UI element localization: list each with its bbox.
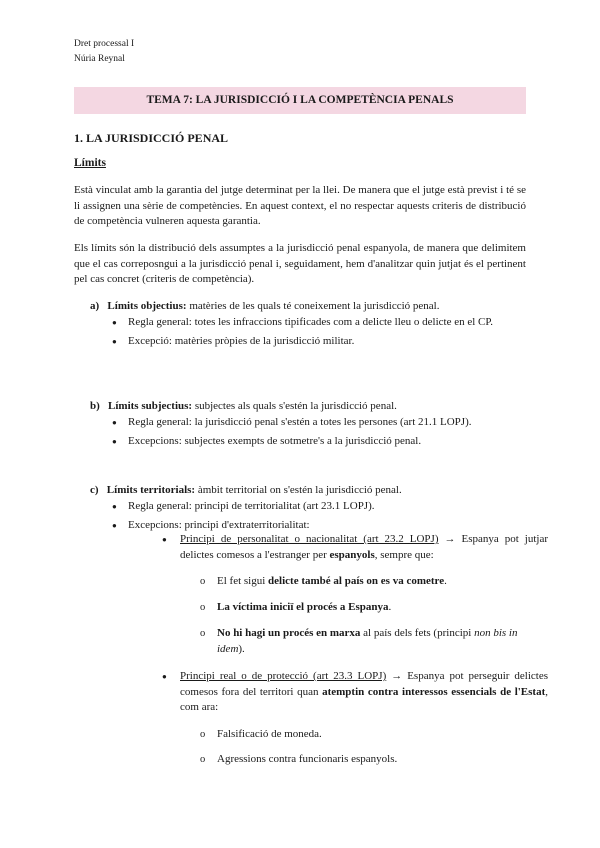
example-text: Agressions contra funcionaris espanyols. [217,753,398,765]
limit-subjectius [90,399,397,414]
circle-bullet-icon: o [200,754,206,765]
condition-end: . [444,575,447,587]
limit-subjectius-list [110,415,528,453]
condition-bold: No hi hagi un procés en marxa [217,627,361,639]
bullet-icon: ● [162,535,167,544]
limit-label: Límits territorials: [106,484,196,496]
circle-bullet-icon: o [200,576,206,587]
arrow-icon: → [391,670,403,682]
list-item: ● Excepció: matèries pròpies de la jurisdicció militar. [110,334,528,349]
limit-marker: c) [90,484,99,496]
principi-personalitat [160,532,548,563]
limit-marker: b) [90,400,100,412]
condition-end: ). [238,642,245,655]
list-item: ● Excepcions: subjectes exempts de sotmetre's a la jurisdicció penal. [110,434,528,449]
document-title: TEMA 7: LA JURISDICCIÓ I LA COMPETÈNCIA PENALS [74,87,526,114]
limit-territorials [90,483,402,498]
example-text: Falsificació de moneda. [217,728,322,740]
principi-personalitat-title: Principi de personalitat o nacionalitat (art 23.2 LOPJ) [180,533,439,545]
limit-objectius-list [110,315,528,353]
limit-marker: a) [90,300,100,312]
condition-text: al país dels fets (principi [360,627,475,639]
circle-bullet-icon: o [200,602,206,613]
circle-bullet-icon: o [200,628,206,639]
principi-personalitat-bold: espanyols [329,548,375,561]
bullet-icon: ● [162,672,167,681]
condition-end: . [388,601,392,613]
example-item [200,752,545,768]
paragraph-1: Està vinculat amb la garantia del jutge determinat per la llei. De manera que el jutge està previst i té se li assignen una sèrie de competències. En aquest context, el no respectar aquests criteris de distribució de competència vulneren aquesta garantia. [74,184,526,227]
page-header [74,37,134,67]
principi-real-tail: , com ara: [180,685,548,713]
header-subject: Dret processal I [74,39,135,49]
condition-text: El fet sigui [217,575,269,587]
principi-real [160,669,548,716]
limit-text: àmbit territorial on s'estén la jurisdicció penal. [197,484,402,496]
list-item: ● Regla general: totes les infraccions tipificades com a delicte lleu o delicte en el CP. [110,315,528,330]
subsection-heading: Límits [74,157,106,169]
arrow-icon: → [444,533,456,545]
limit-objectius [90,299,439,314]
condition-item [200,574,545,590]
list-item: ● Regla general: principi de territorialitat (art 23.1 LOPJ). [110,499,528,514]
header-author: Núria Reynal [74,54,125,64]
list-item: ● Excepcions: principi d'extraterritorialitat: [110,518,528,533]
condition-bold: La víctima iniciï el procés a Espanya [217,601,389,613]
section-heading: 1. LA JURISDICCIÓ PENAL [74,131,229,145]
condition-item [200,626,545,657]
limit-text: subjectes als quals s'estén la jurisdicció penal. [194,400,397,412]
limit-label: Límits objectius: [107,300,187,312]
condition-italic: non bis in idem [217,627,518,655]
limit-text: matèries de les quals té coneixement la jurisdicció penal. [189,300,440,312]
paragraph-2: Els límits són la distribució dels assumptes a la jurisdicció penal espanyola, de manera que delimitem que el cas correposngui a la jurisdicció penal i, seguidament, hem d'analitzar quin jutjat és el pertinent pel cas concret (criteris de competència). [74,242,526,285]
circle-bullet-icon: o [200,729,206,740]
condition-bold: delicte també al país on es va cometre [268,575,445,587]
principi-real-text: Espanya pot perseguir delictes comesos fora del territori quan [180,670,548,698]
example-item [200,727,545,743]
limit-label: Límits subjectius: [108,400,193,412]
list-item: ● Regla general: la jurisdicció penal s'estén a totes les persones (art 21.1 LOPJ). [110,415,528,430]
principi-real-title: Principi real o de protecció (art 23.3 LOPJ) [180,670,387,682]
principi-personalitat-tail: , sempre que: [374,548,434,561]
principi-real-bold: atemptin contra interessos essencials de l'Estat [322,685,546,698]
principi-personalitat-text: Espanya pot jutjar delictes comesos a l'estranger per [180,533,549,561]
condition-item [200,600,545,616]
